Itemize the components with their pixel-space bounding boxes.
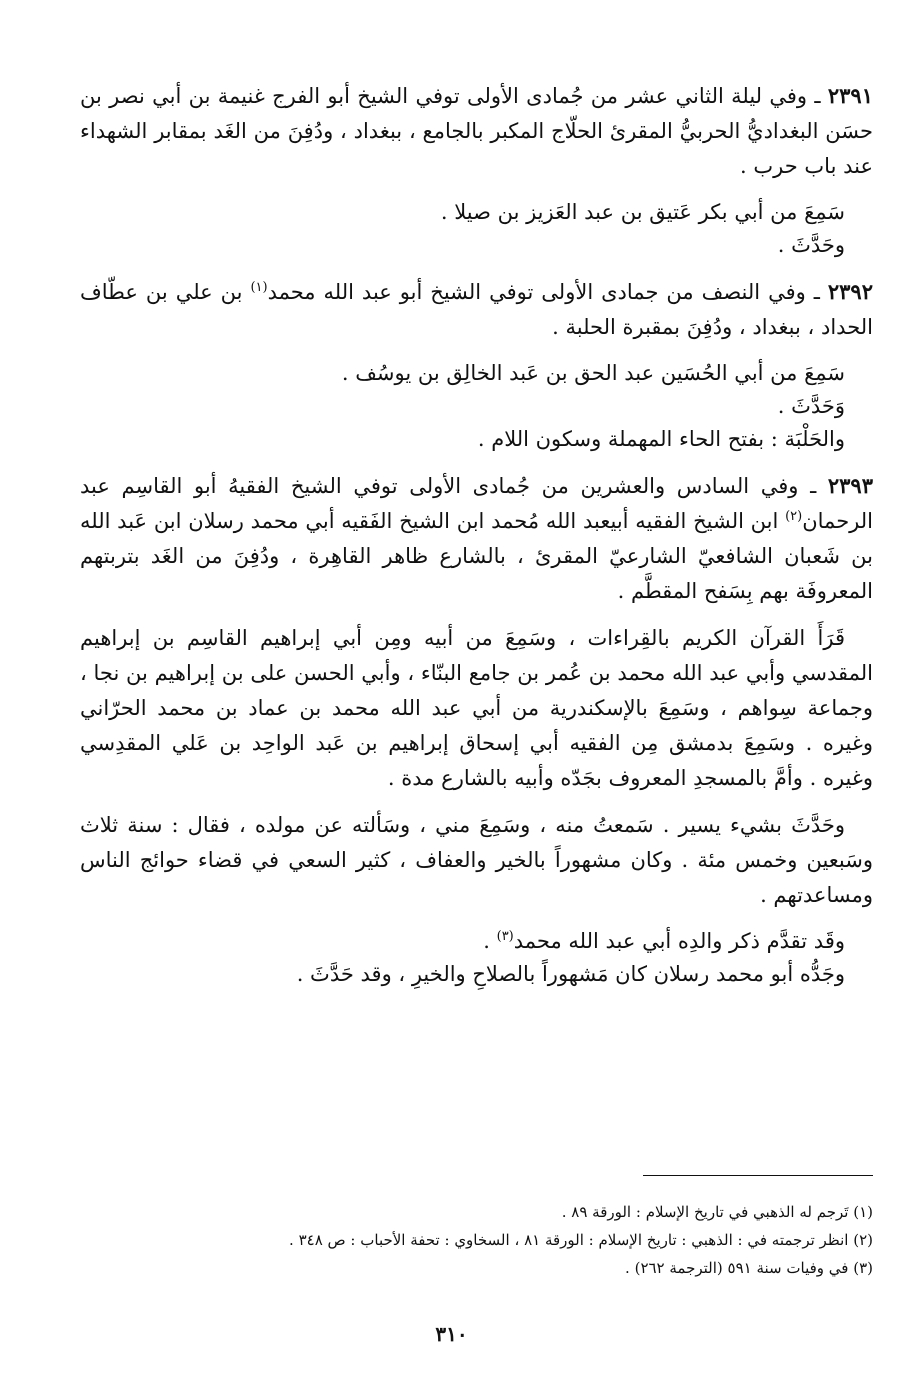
entry-text: ـ وفي السادس والعشرين من جُمادى الأولى توفي الشيخ الفقيهُ أبو القاسِم عبد الرحمان xyxy=(80,474,873,533)
closing-text: وقَد تقدَّم ذكر والدِه أبي عبد الله محمد xyxy=(513,929,845,953)
entry-2393-closing xyxy=(80,925,873,991)
note-line: سَمِعَ من أبي بكر عَتيق بن عبد العَزيز بن صيلا . xyxy=(440,200,845,224)
footnote-ref: (١) xyxy=(250,280,268,295)
entry-text: ـ وفي النصف من جمادى الأولى توفي الشيخ أبو عبد الله محمد xyxy=(267,280,820,304)
page-number: ٣١٠ xyxy=(435,1322,468,1346)
entry-number: ٢٣٩١ xyxy=(827,83,873,108)
footnote-2: (٢) انظر ترجمته في : الذهبي : تاريخ الإسلام : الورقة ٨١ ، السخاوي : تحفة الأحباب : ص ٣٤٨ . xyxy=(289,1231,873,1249)
entry-text: ابن الشيخ الفقيه أبيعبد الله مُحمد ابن الشيخ الفَقيه أبي محمد رسلان ابن عَبد الله بن شَعبان الشافعيّ الشارعيّ المقرئ ، بالشارع ظاهر القاهِرة ، ودُفِنَ من الغَد بتربتهم المعروفَة بهم بِسَفح المقطَّم . xyxy=(80,509,873,603)
footnote-ref: (٢) xyxy=(785,509,803,524)
entry-2392-notes xyxy=(80,357,873,456)
footnote-ref: (٣) xyxy=(496,929,514,944)
entry-number: ٢٣٩٢ xyxy=(827,279,873,304)
closing-line xyxy=(80,925,845,958)
note-line: سَمِعَ من أبي الحُسَين عبد الحق بن عَبد الخالِق بن يوسُف . xyxy=(341,361,845,385)
note-line: والحَلْبَة : بفتح الحاء المهملة وسكون اللام . xyxy=(477,427,845,451)
entry-number: ٢٣٩٣ xyxy=(827,473,873,498)
closing-text: وجَدُّه أبو محمد رسلان كان مَشهوراً بالصلاحِ والخيرِ ، وقد حَدَّثَ . xyxy=(296,962,845,986)
entry-2391-notes xyxy=(80,196,873,262)
entry-text: ـ وفي ليلة الثاني عشر من جُمادى الأولى توفي الشيخ أبو الفرج غنيمة بن أبي نصر بن حسَن البغداديُّ الحربيُّ المقرئ الحلّاج المكبر بالجامع ، ببغداد ، ودُفِنَ من الغَد بمقابر الشهداء عند باب حرب . xyxy=(80,84,873,178)
entry-2391 xyxy=(80,78,873,184)
closing-line xyxy=(80,958,845,991)
footnote-3: (٣) في وفيات سنة ٥٩١ (الترجمة ٢٦٢) . xyxy=(625,1259,873,1277)
entry-2392 xyxy=(80,274,873,345)
paragraph: قَرَأَ القرآن الكريم بالقِراءات ، وسَمِعَ من أبيه ومِن أبي إبراهيم القاسِم بن إبراهيم المقدسي وأبي عبد الله محمد بن عُمر بن جامع البنّاء ، وأبي الحسن على بن إبراهيم بن نجا ، وجماعة سِواهم ، وسَمِعَ بالإسكندرية من أبي عبد الله محمد بن عماد بن محمد الحرّاني وغيره . وسَمِعَ بدمشق مِن الفقيه أبي إسحاق إبراهيم بن عَبد الواحِد بن عَلي المقدِسي وغيره . وأمَّ بالمسجدِ المعروف بجَدّه وأبيه بالشارع مدة . xyxy=(80,626,873,790)
footnotes xyxy=(80,1198,873,1282)
entry-text: بن علي بن عطّاف الحداد ، ببغداد ، ودُفِنَ بمقبرة الحلبة . xyxy=(80,280,873,339)
closing-text: . xyxy=(483,929,497,953)
note-line: وحَدَّثَ . xyxy=(777,233,845,257)
note-line: وَحَدَّثَ . xyxy=(777,394,845,418)
paragraph: وحَدَّثَ بشيء يسير . سَمعتُ منه ، وسَمِعَ مني ، وسَألته عن مولده ، فقال : سنة ثلاث وسَبعين وخمس مئة . وكان مشهوراً بالخير والعفاف ، كثير السعي في قضاء حوائج الناس ومساعدتهم . xyxy=(80,813,873,907)
footnote-1: (١) تَرجم له الذهبي في تاريخ الإسلام : الورقة ٨٩ . xyxy=(561,1203,873,1221)
entry-2393 xyxy=(80,468,873,609)
footnote-separator xyxy=(643,1175,873,1176)
